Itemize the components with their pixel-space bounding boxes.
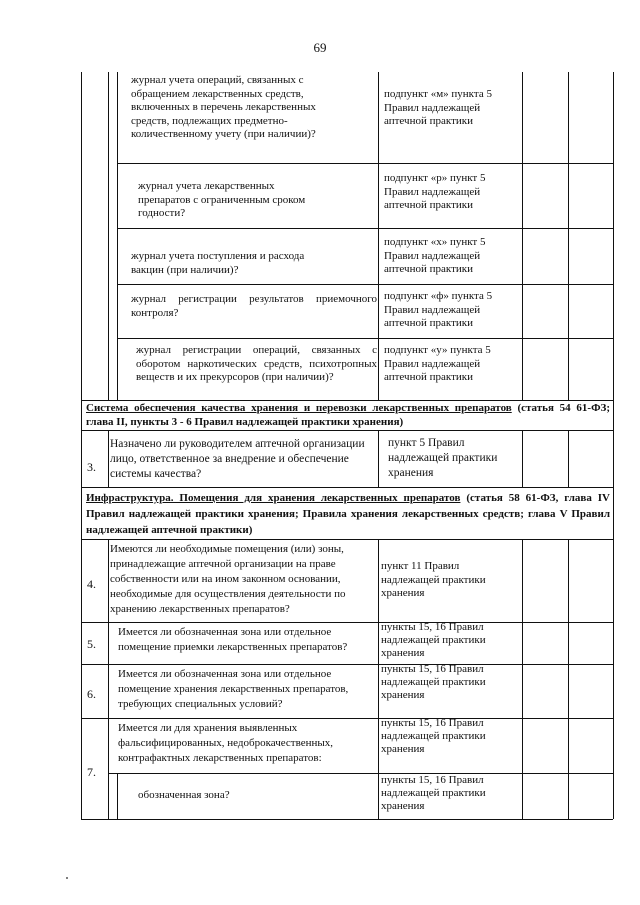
section-subtitle: (статья 54 61-ФЗ; глава II, пункты 3 - 6 Правил надлежащей практики хранения) xyxy=(86,402,610,428)
question-cell: журнал регистрации операций, связанных с оборотом наркотических средств, психотропных веществ и их прекурсоров (при наличии)? xyxy=(136,344,377,383)
row-number: 5. xyxy=(87,637,96,651)
reference-cell: пункты 15, 16 Правил надлежащей практики хранения xyxy=(381,621,486,659)
reference-cell: подпункт «р» пункт 5 Правил надлежащей аптечной практики xyxy=(384,172,486,211)
section-title: Инфраструктура. Помещения для хранения лекарственных препаратов xyxy=(86,492,461,504)
section-subtitle: (статья 58 61-ФЗ, глава IV Правил надлежащей практики хранения; Правила хранения лекарственных средств; глава V Правил надлежащей аптечной практики) xyxy=(86,492,610,536)
question-cell: обозначенная зона? xyxy=(138,789,230,801)
row-number: 4. xyxy=(87,577,96,591)
question-cell: Имеется ли для хранения выявленных фальсифицированных, недоброкачественных, контрафактных лекарственных препаратов: xyxy=(118,722,334,764)
scan-speck xyxy=(66,877,68,879)
question-cell: журнал учета лекарственных препаратов с ограниченным сроком годности? xyxy=(138,180,306,219)
reference-cell: подпункт «х» пункт 5 Правил надлежащей аптечной практики xyxy=(384,236,486,275)
question-cell: Имеются ли необходимые помещения (или) зоны, принадлежащие аптечной организации на праве собственности или на ином законном основании, необходимые для осуществления деятельности по хранению лекарственных препаратов? xyxy=(110,543,346,615)
reference-cell: подпункт «м» пункта 5 Правил надлежащей аптечной практики xyxy=(384,88,492,127)
reference-cell: пункты 15, 16 Правил надлежащей практики хранения xyxy=(381,774,486,812)
section-heading-infrastructure xyxy=(86,490,610,538)
reference-cell: пункт 11 Правил надлежащей практики хранения xyxy=(381,560,486,599)
section-heading-quality-system xyxy=(86,401,610,429)
question-cell: журнал учета операций, связанных с обращением лекарственных средств, включенных в перечень лекарственных средств, подлежащих предметно-количественному учету (при наличии)? xyxy=(131,74,316,140)
section-title: Система обеспечения качества хранения и перевозки лекарственных препаратов xyxy=(86,402,512,414)
reference-cell: пункт 5 Правил надлежащей практики хранения xyxy=(388,437,498,479)
row-number: 3. xyxy=(87,460,96,474)
reference-cell: пункты 15, 16 Правил надлежащей практики хранения xyxy=(381,717,486,755)
row-number: 7. xyxy=(87,765,96,779)
reference-cell: пункты 15, 16 Правил надлежащей практики хранения xyxy=(381,663,486,701)
row-number: 6. xyxy=(87,687,96,701)
question-cell: журнал учета поступления и расхода вакцин (при наличии)? xyxy=(131,250,305,276)
page-number: 69 xyxy=(313,40,327,55)
question-cell: Имеется ли обозначенная зона или отдельное помещение хранения лекарственных препаратов, требующих специальных условий? xyxy=(118,668,349,710)
question-cell: Имеется ли обозначенная зона или отдельное помещение приемки лекарственных препаратов? xyxy=(118,626,348,653)
reference-cell: подпункт «ф» пункта 5 Правил надлежащей аптечной практики xyxy=(384,290,493,329)
reference-cell: подпункт «у» пункта 5 Правил надлежащей аптечной практики xyxy=(384,344,491,383)
question-cell: Назначено ли руководителем аптечной организации лицо, ответственное за внедрение и обеспечение системы качества? xyxy=(110,438,365,480)
question-cell: журнал регистрации результатов приемочного контроля? xyxy=(131,293,377,319)
